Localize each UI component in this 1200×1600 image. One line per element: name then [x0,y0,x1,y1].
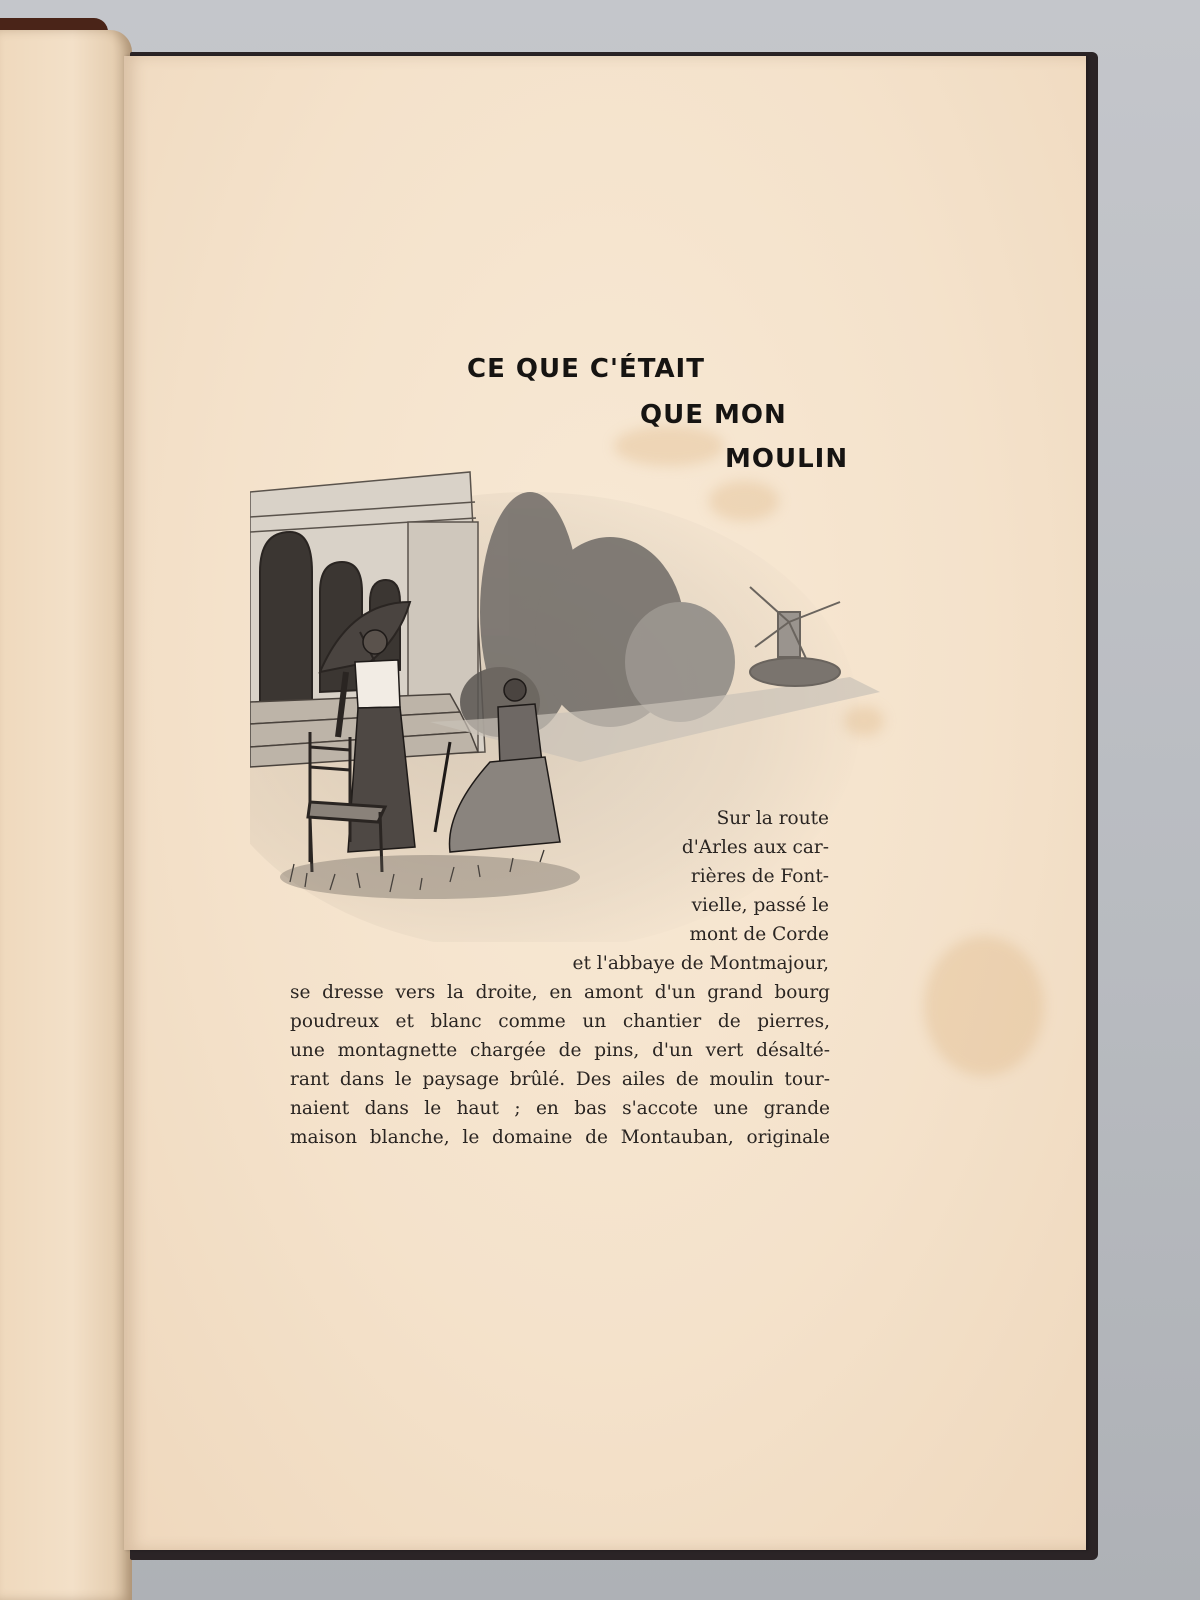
text-line: et l'abbaye de Montmajour, [572,953,829,974]
chapter-title-line-2: QUE MON [640,400,787,430]
text-line: poudreux et blanc comme un chantier de pierres, [290,1011,830,1032]
text-line: rières de Font- [690,866,829,887]
chapter-title-line-3: MOULIN [725,444,849,474]
text-line: naient dans le haut ; en bas s'accote une grande [290,1098,830,1119]
text-line: mont de Corde [689,924,829,945]
foxing-stain [614,426,724,466]
left-page-leaf [0,30,132,1600]
text-line: vielle, passé le [691,895,829,916]
text-line: une montagnette chargée de pins, d'un vert désalté- [290,1040,830,1061]
text-line: rant dans le paysage brûlé. Des ailes de moulin tour- [290,1069,830,1090]
text-line: maison blanche, le domaine de Montauban, originale [290,1127,830,1148]
text-line: Sur la route [716,808,829,829]
text-line: se dresse vers la droite, en amont d'un grand bourg [290,982,830,1003]
text-line: d'Arles aux car- [681,837,829,858]
foxing-stain [924,936,1044,1076]
chapter-title-line-1: CE QUE C'ÉTAIT [467,354,705,384]
